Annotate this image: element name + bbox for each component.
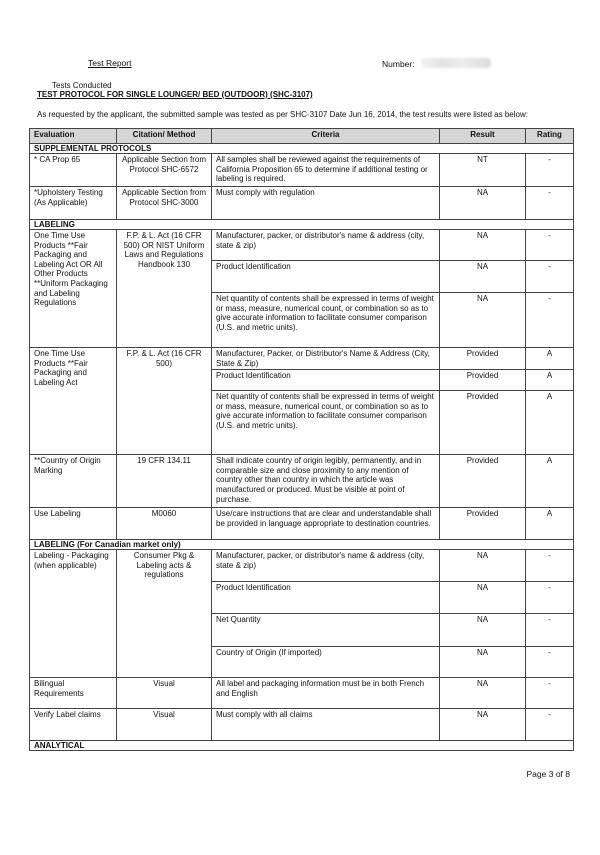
rating-cell: A [526, 370, 574, 391]
result-cell: NA [440, 647, 526, 678]
table-row [30, 455, 574, 508]
number-label: Number: [382, 59, 415, 69]
intro-paragraph: As requested by the applicant, the submitted sample was tested as per SHC-3107 Date Jun 16, 2014, the test results were listed as below: [37, 110, 528, 119]
citation-cell: Visual [117, 678, 212, 709]
citation-cell: 19 CFR 134.11 [117, 455, 212, 508]
criteria-cell: All label and packaging information must be in both French and English [212, 678, 440, 709]
table-row [30, 508, 574, 540]
evaluation-cell: One Time Use Products **Fair Packaging and Labeling Act OR All Other Products **Uniform Packaging and Labeling Regulations [30, 230, 117, 348]
criteria-cell: Net Quantity [212, 614, 440, 647]
section-title: LABELING [30, 220, 574, 230]
rating-cell: A [526, 348, 574, 370]
rating-cell: - [526, 678, 574, 709]
citation-cell: Consumer Pkg & Labeling acts & regulations [117, 550, 212, 678]
result-cell: NT [440, 154, 526, 187]
citation-cell: M0060 [117, 508, 212, 540]
result-cell: Provided [440, 391, 526, 455]
criteria-cell: Net quantity of contents shall be expressed in terms of weight or mass, measure, numerical count, or combination so as to give accurate information to facilitate consumer comparison (U.S. and metric units). [212, 293, 440, 348]
rating-cell: - [526, 293, 574, 348]
result-cell: NA [440, 614, 526, 647]
result-cell: NA [440, 678, 526, 709]
criteria-cell: All samples shall be reviewed against the requirements of California Proposition 65 to determine if additional testing or labeling is required. [212, 154, 440, 187]
criteria-cell: Product Identification [212, 261, 440, 293]
citation-cell: F.P. & L. Act (16 CFR 500) OR NIST Uniform Laws and Regulations Handbook 130 [117, 230, 212, 348]
result-cell: Provided [440, 370, 526, 391]
table-row [30, 348, 574, 370]
rating-cell: - [526, 647, 574, 678]
section-title: ANALYTICAL [30, 741, 574, 751]
table-row [30, 230, 574, 261]
result-cell: Provided [440, 348, 526, 370]
result-cell: NA [440, 261, 526, 293]
citation-cell: Applicable Section from Protocol SHC-3000 [117, 187, 212, 220]
rating-cell: - [526, 187, 574, 220]
criteria-cell: Manufacturer, packer, or distributor's name & address (city, state & zip) [212, 550, 440, 582]
header-evaluation: Evaluation [30, 129, 117, 144]
citation-cell: F.P. & L. Act (16 CFR 500) [117, 348, 212, 455]
table-row [30, 709, 574, 741]
result-cell: NA [440, 293, 526, 348]
result-cell: NA [440, 187, 526, 220]
report-title: Test Report [88, 58, 132, 68]
header-result: Result [440, 129, 526, 144]
table-row [30, 678, 574, 709]
section-title: LABELING (For Canadian market only) [30, 540, 574, 550]
rating-cell: - [526, 154, 574, 187]
evaluation-cell: *Upholstery Testing (As Applicable) [30, 187, 117, 220]
rating-cell: - [526, 261, 574, 293]
criteria-cell: Manufacturer, Packer, or Distributor's Name & Address (City, State & Zip) [212, 348, 440, 370]
result-cell: Provided [440, 455, 526, 508]
rating-cell: - [526, 614, 574, 647]
rating-cell: A [526, 508, 574, 540]
result-cell: NA [440, 550, 526, 582]
rating-cell: A [526, 455, 574, 508]
citation-cell: Applicable Section from Protocol SHC-6572 [117, 154, 212, 187]
protocol-title: TEST PROTOCOL FOR SINGLE LOUNGER/ BED (OUTDOOR) (SHC-3107) [37, 90, 313, 99]
criteria-cell: Country of Origin (If imported) [212, 647, 440, 678]
evaluation-cell: * CA Prop 65 [30, 154, 117, 187]
section-row-labeling [30, 220, 574, 230]
criteria-cell: Net quantity of contents shall be expressed in terms of weight or mass, measure, numerical count, or combination so as to give accurate information to facilitate consumer comparison (U.S. and metric units). [212, 391, 440, 455]
criteria-cell: Use/care instructions that are clear and understandable shall be provided in language appropriate to destination countries. [212, 508, 440, 540]
table-row [30, 550, 574, 582]
section-row-canadian [30, 540, 574, 550]
criteria-cell: Shall indicate country of origin legibly, permanently, and in comparable size and close proximity to any mention of country other than country in which the article was manufactured or produced. Must be visible at point of purchase. [212, 455, 440, 508]
page-number: Page 3 of 8 [526, 769, 570, 779]
result-cell: NA [440, 230, 526, 261]
result-cell: NA [440, 709, 526, 741]
rating-cell: - [526, 709, 574, 741]
evaluation-cell: One Time Use Products **Fair Packaging and Labeling Act [30, 348, 117, 455]
evaluation-cell: Use Labeling [30, 508, 117, 540]
evaluation-cell: Bilingual Requirements [30, 678, 117, 709]
criteria-cell: Must comply with all claims [212, 709, 440, 741]
tests-conducted-label: Tests Conducted [52, 81, 112, 90]
redacted-number [421, 58, 491, 68]
criteria-cell: Product Identification [212, 582, 440, 614]
section-title: SUPPLEMENTAL PROTOCOLS [30, 144, 574, 154]
citation-cell: Visual [117, 709, 212, 741]
rating-cell: - [526, 582, 574, 614]
criteria-cell: Must comply with regulation [212, 187, 440, 220]
criteria-cell: Product Identification [212, 370, 440, 391]
rating-cell: A [526, 391, 574, 455]
header-criteria: Criteria [212, 129, 440, 144]
header-citation: Citation/ Method [117, 129, 212, 144]
test-results-table [29, 128, 574, 751]
rating-cell: - [526, 550, 574, 582]
rating-cell: - [526, 230, 574, 261]
table-row [30, 187, 574, 220]
criteria-cell: Manufacturer, packer, or distributor's name & address (city, state & zip) [212, 230, 440, 261]
result-cell: NA [440, 582, 526, 614]
evaluation-cell: **Country of Origin Marking [30, 455, 117, 508]
evaluation-cell: Labeling - Packaging (when applicable) [30, 550, 117, 678]
header-rating: Rating [526, 129, 574, 144]
evaluation-cell: Verify Label claims [30, 709, 117, 741]
section-row-analytical [30, 741, 574, 751]
table-row [30, 154, 574, 187]
section-row-supplemental [30, 144, 574, 154]
report-number [382, 58, 491, 69]
result-cell: Provided [440, 508, 526, 540]
table-header-row [30, 129, 574, 144]
